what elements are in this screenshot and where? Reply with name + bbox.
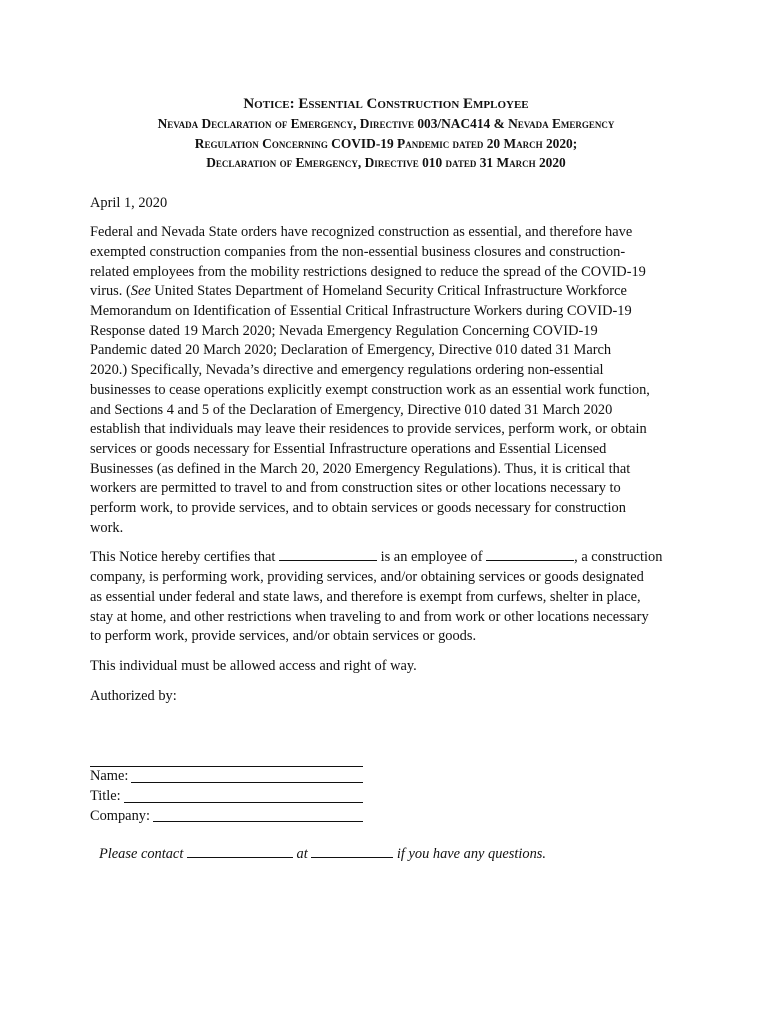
text-line: to perform work, provide services, and/or obtain services or goods.: [90, 628, 477, 645]
notice-document: [90, 94, 682, 865]
notice-date: April 1, 2020: [90, 194, 168, 211]
text-line: businesses to cease operations explicitly exempt construction work as an essential work function,: [90, 381, 650, 398]
text-line: [90, 548, 682, 568]
text-line: and Sections 4 and 5 of the Declaration of Emergency, Directive 010 dated 31 March 2020: [90, 401, 613, 418]
text-fragment: This Notice hereby certifies that: [90, 549, 280, 566]
text-line: perform work, to provide services, and to obtain services or goods necessary for construction: [90, 500, 626, 517]
company-field[interactable]: [153, 807, 363, 823]
paragraph-exemption: [90, 223, 682, 538]
title-label: Title:: [90, 788, 121, 805]
text-line: work.: [90, 519, 124, 536]
authorized-by-label: Authorized by:: [90, 687, 177, 704]
signature-block: [90, 752, 363, 826]
text-line: stay at home, and other restrictions when traveling to and from work or other locations necessary: [90, 608, 649, 625]
company-label: Company:: [90, 807, 150, 824]
text-fragment: virus. (: [90, 283, 131, 300]
title-row: [90, 787, 363, 807]
company-row: [90, 807, 363, 827]
name-row: [90, 767, 363, 787]
name-label: Name:: [90, 768, 129, 785]
text-line: [90, 282, 682, 302]
text-line: Federal and Nevada State orders have recognized construction as essential, and therefore have: [90, 224, 633, 241]
text-fragment: is an employee of: [377, 549, 487, 566]
text-line: company, is performing work, providing services, and/or obtaining services or goods designated: [90, 569, 644, 586]
text-fragment: at: [292, 846, 312, 863]
paragraph-access: This individual must be allowed access and right of way.: [90, 657, 417, 674]
text-fragment: , a construction: [574, 549, 663, 566]
document-subtitle: [86, 114, 686, 173]
subtitle-line: Regulation Concerning COVID-19 Pandemic dated 20 March 2020;: [194, 135, 578, 151]
employer-name-blank[interactable]: [486, 548, 574, 561]
see-reference: See: [130, 283, 151, 300]
text-line: Response dated 19 March 2020; Nevada Emergency Regulation Concerning COVID-19: [90, 322, 598, 339]
subtitle-line: Nevada Declaration of Emergency, Directive 003/NAC414 & Nevada Emergency: [157, 116, 615, 131]
subtitle-line: Declaration of Emergency, Directive 010 dated 31 March 2020: [206, 155, 566, 170]
text-fragment: United States Department of Homeland Security Critical Infrastructure Workforce: [150, 283, 627, 300]
text-line: related employees from the mobility restrictions designed to reduce the spread of the COVID-19: [90, 263, 646, 280]
document-title: Notice: Essential Construction Employee: [243, 96, 529, 112]
contact-line: [99, 845, 682, 865]
text-fragment: Please contact: [99, 846, 187, 863]
text-line: Memorandum on Identification of Essential Critical Infrastructure Workers during COVID-19: [90, 303, 632, 320]
text-line: services or goods necessary for Essential Infrastructure operations and Essential Licensed: [90, 440, 607, 457]
contact-phone-blank[interactable]: [311, 845, 393, 858]
text-line: Pandemic dated 20 March 2020; Declaration of Emergency, Directive 010 dated 31 March: [90, 342, 612, 359]
name-field[interactable]: [131, 767, 363, 783]
paragraph-certification: [90, 548, 682, 647]
text-line: establish that individuals may leave their residences to provide services, perform work, or obtain: [90, 421, 647, 438]
text-fragment: if you have any questions.: [393, 846, 546, 863]
text-line: Businesses (as defined in the March 20, 2020 Emergency Regulations). Thus, it is critical that: [90, 460, 631, 477]
text-line: 2020.) Specifically, Nevada’s directive and emergency regulations ordering non-essential: [90, 362, 604, 379]
employee-name-blank[interactable]: [279, 548, 377, 561]
text-line: workers are permitted to travel to and from construction sites or other locations necessary to: [90, 480, 621, 497]
text-line: as essential under federal and state laws, and therefore is exempt from curfews, shelter in place,: [90, 588, 641, 605]
title-field[interactable]: [124, 787, 363, 803]
signature-line[interactable]: [90, 752, 363, 767]
text-line: exempted construction companies from the non-essential business closures and construction-: [90, 243, 626, 260]
contact-name-blank[interactable]: [187, 845, 293, 858]
